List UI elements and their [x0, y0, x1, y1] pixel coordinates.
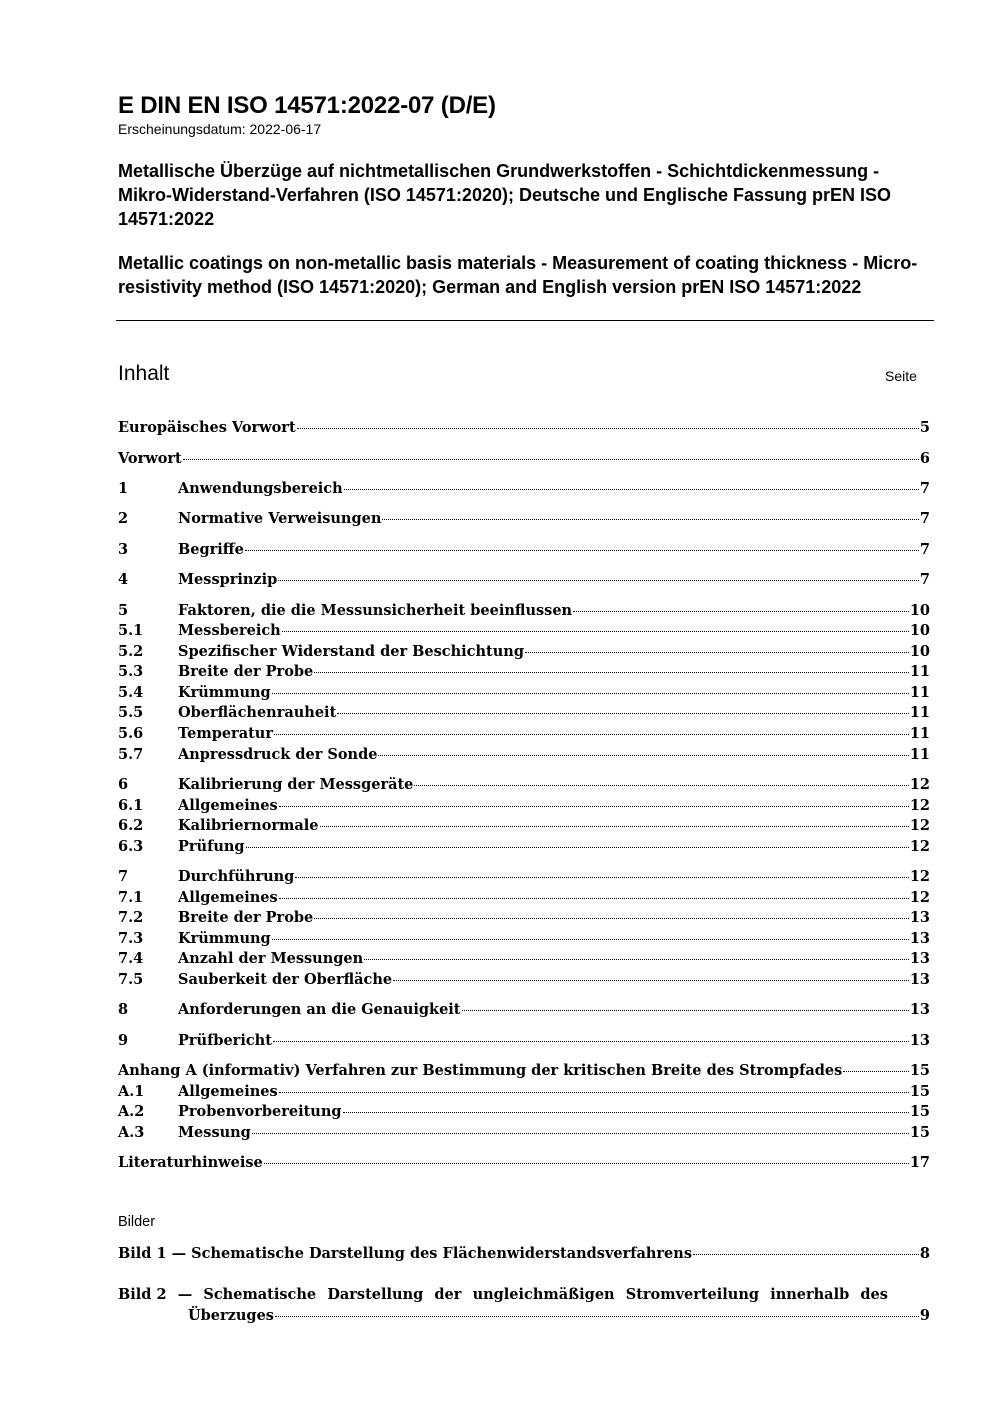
dot-leader	[337, 712, 909, 714]
toc-entry-label: Messbereich	[178, 622, 281, 639]
toc-entry-number: 5.6	[118, 725, 144, 742]
toc-entry-page: 12	[909, 817, 930, 834]
toc-entry-number: 6.1	[118, 797, 144, 814]
toc-entry-number: 5.2	[118, 643, 144, 660]
toc-entry-label: Kalibriernormale	[178, 817, 319, 834]
toc-entry[interactable]	[118, 449, 930, 469]
toc-entry[interactable]	[118, 1000, 930, 1020]
dot-leader	[343, 1111, 909, 1113]
dot-leader	[573, 610, 909, 612]
figure-entry-2-word: innerhalb	[770, 1286, 850, 1303]
toc-entry-number: 5.7	[118, 746, 144, 763]
toc-entry-label: Faktoren, die die Messunsicherheit beeinflussen	[178, 602, 573, 619]
toc-entry-number: 9	[118, 1032, 129, 1049]
toc-entry-label: Messprinzip	[178, 571, 278, 588]
toc-entry-page: 11	[909, 704, 930, 721]
dot-leader	[414, 784, 908, 786]
toc-entry-page: 11	[909, 725, 930, 742]
toc-entry-label-continuation: Überzuges	[188, 1307, 274, 1324]
dot-leader	[274, 733, 909, 735]
toc-entry-page: 6	[919, 450, 930, 467]
toc-entry-label: Krümmung	[178, 930, 271, 947]
toc-entry[interactable]	[118, 775, 930, 795]
toc-entry-label: Anforderungen an die Genauigkeit	[178, 1001, 461, 1018]
toc-entry[interactable]	[118, 1102, 930, 1122]
toc-entry[interactable]	[118, 837, 930, 857]
toc-entry[interactable]	[118, 867, 930, 887]
toc-entry-label: Anzahl der Messungen	[178, 950, 364, 967]
toc-entry[interactable]	[118, 662, 930, 682]
toc-entry-number: 7.4	[118, 950, 144, 967]
toc-entry-label: Kalibrierung der Messgeräte	[178, 776, 414, 793]
toc-entry-number: 7.1	[118, 889, 144, 906]
toc-entry-number: 6.2	[118, 817, 144, 834]
toc-entry-page: 9	[919, 1307, 930, 1324]
toc-entry-label: Bild 1 — Schematische Darstellung des Flächenwiderstandsverfahrens	[118, 1245, 692, 1262]
dot-leader	[264, 1162, 909, 1164]
toc-entry-label: Anhang A (informativ) Verfahren zur Bestimmung der kritischen Breite des Strompfades	[118, 1062, 843, 1079]
dot-leader	[295, 876, 909, 878]
toc-entry[interactable]	[118, 1061, 930, 1081]
toc-entry-page: 15	[909, 1062, 930, 1079]
toc-entry-page: 12	[909, 797, 930, 814]
dot-leader	[183, 458, 919, 460]
toc-entry[interactable]	[118, 929, 930, 949]
toc-entry[interactable]	[118, 908, 930, 928]
toc-entry-label: Allgemeines	[178, 1083, 278, 1100]
toc-entry[interactable]	[118, 1123, 930, 1143]
figures-heading: Bilder	[118, 1214, 156, 1230]
toc-entry-page: 15	[909, 1124, 930, 1141]
toc-entry[interactable]	[118, 509, 930, 529]
dot-leader	[272, 938, 909, 940]
toc-entry-page: 13	[909, 950, 930, 967]
toc-entry[interactable]	[118, 1153, 930, 1173]
dot-leader	[843, 1070, 909, 1072]
title-english: Metallic coatings on non-metallic basis materials - Measurement of coating thickness - Micro-resistivity method (ISO 14571:2020); German and English version prEN ISO 14571:2022	[118, 253, 918, 297]
toc-entry[interactable]	[118, 418, 930, 438]
toc-entry[interactable]	[118, 683, 930, 703]
toc-entry-page: 12	[909, 868, 930, 885]
toc-entry-page: 15	[909, 1083, 930, 1100]
toc-entry-page: 12	[909, 776, 930, 793]
toc-entry-page: 13	[909, 1001, 930, 1018]
title-german: Metallische Überzüge auf nichtmetallischen Grundwerkstoffen - Schichtdickenmessung - Mikro-Widerstand-Verfahren (ISO 14571:2020); Deutsche und Englische Fassung prEN ISO 14571:2022	[118, 161, 892, 229]
toc-entry[interactable]	[118, 703, 930, 723]
toc-entry[interactable]	[118, 970, 930, 990]
toc-entry-page: 13	[909, 1032, 930, 1049]
toc-entry-page: 11	[909, 663, 930, 680]
toc-entry-label: Literaturhinweise	[118, 1154, 263, 1171]
toc-page-column-heading: Seite	[885, 368, 917, 384]
toc-entry[interactable]	[118, 816, 930, 836]
toc-entry-number: 5.5	[118, 704, 144, 721]
dot-leader	[246, 846, 909, 848]
dot-leader	[273, 1040, 909, 1042]
toc-entry-label: Probenvorbereitung	[178, 1103, 342, 1120]
toc-entry[interactable]	[118, 796, 930, 816]
dot-leader	[297, 427, 919, 429]
toc-entry-number: 5.3	[118, 663, 144, 680]
toc-entry[interactable]	[118, 642, 930, 662]
figure-entry-1[interactable]	[118, 1244, 930, 1264]
toc-entry-number: 7.5	[118, 971, 144, 988]
toc-entry-number: A.1	[118, 1083, 145, 1100]
figure-entry-2[interactable]	[118, 1284, 930, 1326]
toc-entry-number: A.2	[118, 1103, 145, 1120]
toc-entry-number: 4	[118, 571, 129, 588]
toc-entry-number: 5.4	[118, 684, 144, 701]
dot-leader	[279, 1091, 909, 1093]
dot-leader	[320, 825, 909, 827]
document-id: E DIN EN ISO 14571:2022-07 (D/E)	[118, 92, 496, 119]
toc-entry-number: 6.3	[118, 838, 144, 855]
figure-entry-2-word: Stromverteilung	[625, 1286, 760, 1303]
toc-entry-label: Prüfbericht	[178, 1032, 272, 1049]
dot-leader	[314, 917, 909, 919]
toc-entry[interactable]	[118, 1031, 930, 1051]
toc-entry-label: Normative Verweisungen	[178, 510, 382, 527]
toc-entry-label: Temperatur	[178, 725, 273, 742]
toc-entry-number: 3	[118, 541, 129, 558]
toc-entry-label: Vorwort	[118, 450, 182, 467]
toc-entry-label: Begriffe	[178, 541, 244, 558]
toc-entry-label: Spezifischer Widerstand der Beschichtung	[178, 643, 524, 660]
toc-entry-label: Krümmung	[178, 684, 271, 701]
toc-entry-label: Breite der Probe	[178, 909, 314, 926]
toc-entry-label: Breite der Probe	[178, 663, 314, 680]
dot-leader	[525, 651, 909, 653]
toc-entry-number: 5.1	[118, 622, 144, 639]
dot-leader	[282, 630, 909, 632]
dot-leader	[364, 958, 909, 960]
figure-entry-2-word: Darstellung	[327, 1286, 424, 1303]
toc-entry-label: Allgemeines	[178, 889, 278, 906]
figure-entry-2-word: Schematische	[203, 1286, 317, 1303]
dot-leader	[378, 754, 908, 756]
toc-entry-page: 10	[909, 643, 930, 660]
figure-entry-2-word: des	[860, 1286, 888, 1303]
toc-entry-number: 8	[118, 1001, 129, 1018]
dot-leader	[693, 1253, 919, 1255]
toc-entry[interactable]	[118, 949, 930, 969]
toc-entry[interactable]	[118, 745, 930, 765]
toc-entry-page: 8	[919, 1245, 930, 1262]
toc-entry-number: 1	[118, 480, 129, 497]
toc-entry[interactable]	[118, 621, 930, 641]
toc-entry-number: 7.2	[118, 909, 144, 926]
toc-entry-number: A.3	[118, 1124, 145, 1141]
title-divider	[116, 320, 934, 321]
toc-entry-label: Sauberkeit der Oberfläche	[178, 971, 393, 988]
dot-leader	[393, 979, 909, 981]
toc-entry-label: Allgemeines	[178, 797, 278, 814]
toc-entry-page: 7	[919, 510, 930, 527]
toc-entry-page: 7	[919, 541, 930, 558]
toc-entry-label: Anpressdruck der Sonde	[178, 746, 378, 763]
dot-leader	[252, 1132, 909, 1134]
toc-entry-page: 12	[909, 838, 930, 855]
toc-entry-page: 7	[919, 571, 930, 588]
toc-entry-label: Anwendungsbereich	[178, 480, 343, 497]
dot-leader	[344, 488, 919, 490]
toc-entry[interactable]	[118, 540, 930, 560]
toc-entry-page: 13	[909, 971, 930, 988]
figure-entry-2-word: der	[434, 1286, 462, 1303]
dot-leader	[279, 805, 909, 807]
toc-entry-number: 5	[118, 602, 129, 619]
toc-entry-page: 5	[919, 419, 930, 436]
toc-entry-label: Messung	[178, 1124, 251, 1141]
toc-entry-page: 10	[909, 622, 930, 639]
dot-leader	[245, 549, 919, 551]
toc-entry[interactable]	[118, 601, 930, 621]
toc-entry[interactable]	[118, 1082, 930, 1102]
dot-leader	[275, 1315, 919, 1317]
dot-leader	[314, 671, 909, 673]
toc-entry-label: Europäisches Vorwort	[118, 419, 296, 436]
dot-leader	[279, 897, 909, 899]
toc-entry-number: 2	[118, 510, 129, 527]
figure-entry-2-word: ungleichmäßigen	[472, 1286, 615, 1303]
toc-entry[interactable]	[118, 570, 930, 590]
toc-entry-page: 13	[909, 909, 930, 926]
toc-entry-page: 15	[909, 1103, 930, 1120]
toc-entry-page: 7	[919, 480, 930, 497]
toc-entry-label: Durchführung	[178, 868, 295, 885]
toc-entry-label: Oberflächenrauheit	[178, 704, 337, 721]
toc-heading: Inhalt	[118, 362, 170, 385]
toc-entry[interactable]	[118, 888, 930, 908]
toc-entry-page: 11	[909, 684, 930, 701]
toc-entry-number: 6	[118, 776, 129, 793]
toc-entry-page: 12	[909, 889, 930, 906]
dot-leader	[278, 579, 919, 581]
publication-date: Erscheinungsdatum: 2022-06-17	[118, 121, 322, 137]
dot-leader	[272, 692, 909, 694]
toc-entry-page: 10	[909, 602, 930, 619]
toc-entry-page: 11	[909, 746, 930, 763]
figure-entry-2-line1	[118, 1284, 888, 1305]
toc-entry-page: 13	[909, 930, 930, 947]
toc-entry-page: 17	[909, 1154, 930, 1171]
dot-leader	[462, 1009, 909, 1011]
figure-entry-2-line2	[118, 1305, 930, 1326]
toc-entry-label: Prüfung	[178, 838, 245, 855]
toc-entry-number: 7	[118, 868, 129, 885]
toc-entry-number: 7.3	[118, 930, 144, 947]
figure-entry-2-word: —	[177, 1286, 193, 1303]
toc-entry[interactable]	[118, 479, 930, 499]
figure-entry-2-word: Bild 2	[118, 1286, 167, 1303]
toc-entry[interactable]	[118, 724, 930, 744]
dot-leader	[382, 518, 919, 520]
